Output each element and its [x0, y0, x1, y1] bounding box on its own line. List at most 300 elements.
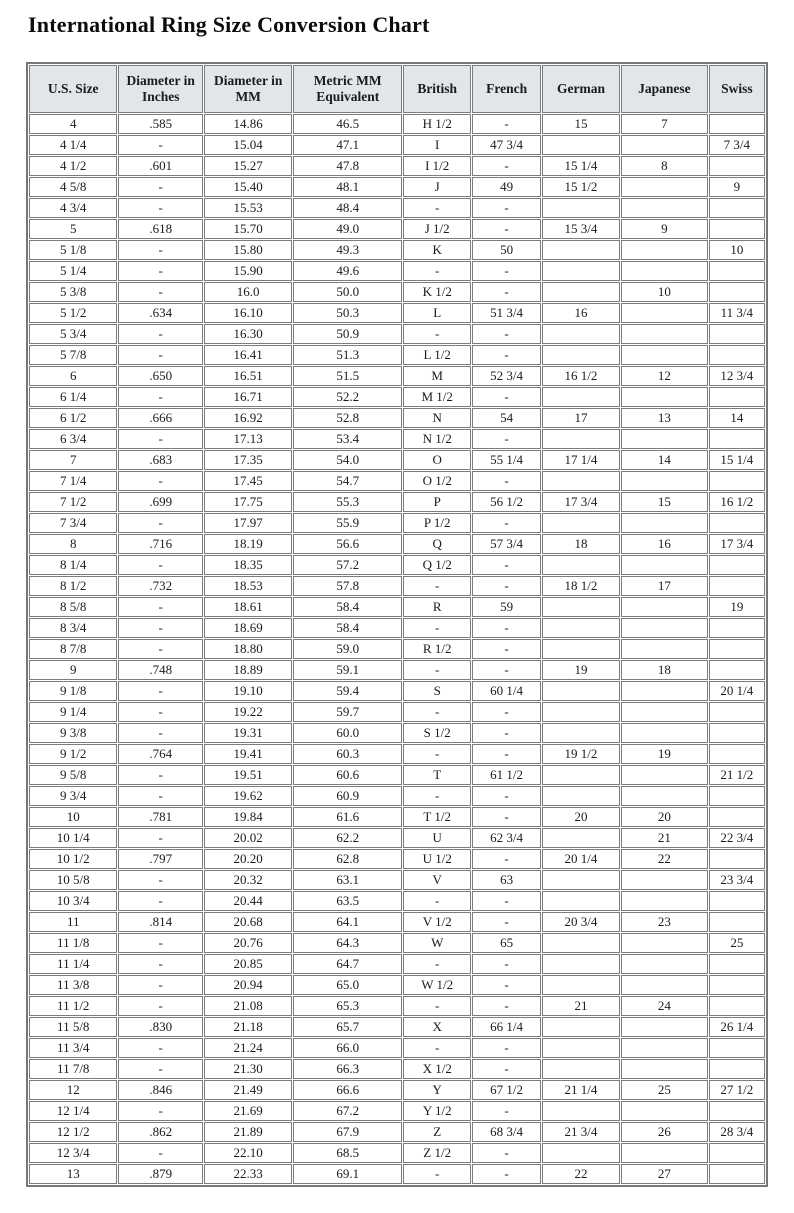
- table-cell: -: [118, 702, 202, 722]
- table-cell: 28 3/4: [709, 1122, 765, 1142]
- table-cell: 49.6: [293, 261, 402, 281]
- header-row: [29, 65, 765, 113]
- table-cell: [542, 723, 620, 743]
- table-cell: [709, 198, 765, 218]
- table-cell: 22.10: [204, 1143, 292, 1163]
- table-cell: 20 3/4: [542, 912, 620, 932]
- table-cell: -: [403, 702, 471, 722]
- table-cell: 7 3/4: [709, 135, 765, 155]
- table-cell: -: [403, 324, 471, 344]
- table-cell: .634: [118, 303, 202, 323]
- table-cell: [542, 324, 620, 344]
- table-cell: -: [118, 261, 202, 281]
- table-cell: P 1/2: [403, 513, 471, 533]
- table-cell: -: [118, 618, 202, 638]
- table-cell: 21 3/4: [542, 1122, 620, 1142]
- table-cell: [621, 618, 707, 638]
- table-cell: [542, 933, 620, 953]
- table-cell: W 1/2: [403, 975, 471, 995]
- table-cell: .585: [118, 114, 202, 134]
- table-cell: [621, 387, 707, 407]
- table-row: [29, 807, 765, 827]
- table-cell: -: [472, 282, 540, 302]
- table-cell: [542, 1038, 620, 1058]
- table-cell: -: [472, 261, 540, 281]
- table-cell: M 1/2: [403, 387, 471, 407]
- table-row: [29, 975, 765, 995]
- table-cell: [621, 597, 707, 617]
- table-cell: 15.70: [204, 219, 292, 239]
- table-cell: -: [472, 555, 540, 575]
- table-cell: 55.3: [293, 492, 402, 512]
- table-cell: -: [118, 597, 202, 617]
- table-cell: -: [403, 744, 471, 764]
- table-cell: -: [118, 240, 202, 260]
- table-cell: [542, 765, 620, 785]
- table-cell: 56.6: [293, 534, 402, 554]
- table-cell: [542, 387, 620, 407]
- table-cell: 66.6: [293, 1080, 402, 1100]
- table-cell: -: [118, 786, 202, 806]
- table-cell: 6: [29, 366, 117, 386]
- table-cell: 22: [621, 849, 707, 869]
- table-cell: S: [403, 681, 471, 701]
- table-header: [29, 65, 765, 113]
- table-cell: [621, 1038, 707, 1058]
- table-cell: .797: [118, 849, 202, 869]
- table-cell: 18 1/2: [542, 576, 620, 596]
- table-cell: 6 1/4: [29, 387, 117, 407]
- table-cell: [709, 891, 765, 911]
- table-cell: 51 3/4: [472, 303, 540, 323]
- table-cell: 16.0: [204, 282, 292, 302]
- table-cell: .699: [118, 492, 202, 512]
- table-cell: 53.4: [293, 429, 402, 449]
- table-cell: 50.9: [293, 324, 402, 344]
- table-cell: [542, 681, 620, 701]
- table-cell: 8: [29, 534, 117, 554]
- table-cell: -: [472, 1038, 540, 1058]
- table-cell: -: [118, 681, 202, 701]
- table-cell: 24: [621, 996, 707, 1016]
- table-cell: [621, 954, 707, 974]
- table-cell: 16: [542, 303, 620, 323]
- column-header-japanese: Japanese: [621, 65, 707, 113]
- table-cell: [709, 387, 765, 407]
- table-cell: 4 5/8: [29, 177, 117, 197]
- table-cell: J: [403, 177, 471, 197]
- table-cell: .601: [118, 156, 202, 176]
- table-cell: [709, 639, 765, 659]
- table-cell: 11 3/4: [29, 1038, 117, 1058]
- table-cell: -: [472, 618, 540, 638]
- table-cell: 60.9: [293, 786, 402, 806]
- table-cell: 22.33: [204, 1164, 292, 1184]
- table-cell: -: [472, 975, 540, 995]
- table-row: [29, 303, 765, 323]
- table-cell: 19.51: [204, 765, 292, 785]
- table-cell: I: [403, 135, 471, 155]
- table-cell: 10: [29, 807, 117, 827]
- table-row: [29, 786, 765, 806]
- table-cell: 7 1/2: [29, 492, 117, 512]
- table-cell: 20.85: [204, 954, 292, 974]
- table-cell: [542, 513, 620, 533]
- table-cell: -: [118, 1101, 202, 1121]
- table-cell: 59.7: [293, 702, 402, 722]
- table-cell: -: [118, 975, 202, 995]
- table-cell: 11 1/2: [29, 996, 117, 1016]
- table-cell: [542, 345, 620, 365]
- table-cell: -: [472, 744, 540, 764]
- table-row: [29, 1038, 765, 1058]
- table-cell: 22: [542, 1164, 620, 1184]
- table-cell: 16.92: [204, 408, 292, 428]
- table-cell: 25: [621, 1080, 707, 1100]
- table-cell: 47 3/4: [472, 135, 540, 155]
- table-row: [29, 1143, 765, 1163]
- table-cell: O 1/2: [403, 471, 471, 491]
- table-cell: 15.27: [204, 156, 292, 176]
- table-cell: 25: [709, 933, 765, 953]
- table-row: [29, 261, 765, 281]
- table-cell: 57.8: [293, 576, 402, 596]
- table-cell: 20.20: [204, 849, 292, 869]
- table-cell: -: [472, 1059, 540, 1079]
- table-cell: 20.76: [204, 933, 292, 953]
- table-cell: 16.41: [204, 345, 292, 365]
- table-cell: 18.69: [204, 618, 292, 638]
- table-cell: -: [472, 114, 540, 134]
- table-cell: R 1/2: [403, 639, 471, 659]
- table-cell: 21.89: [204, 1122, 292, 1142]
- table-cell: 8 1/2: [29, 576, 117, 596]
- table-cell: .862: [118, 1122, 202, 1142]
- table-cell: -: [472, 786, 540, 806]
- table-cell: .666: [118, 408, 202, 428]
- table-cell: 21.08: [204, 996, 292, 1016]
- table-cell: X: [403, 1017, 471, 1037]
- table-cell: 15.04: [204, 135, 292, 155]
- table-row: [29, 723, 765, 743]
- table-cell: 5 3/8: [29, 282, 117, 302]
- table-cell: 55 1/4: [472, 450, 540, 470]
- table-cell: 60.0: [293, 723, 402, 743]
- table-cell: -: [118, 471, 202, 491]
- table-cell: -: [472, 576, 540, 596]
- table-cell: 18.80: [204, 639, 292, 659]
- table-cell: -: [118, 1143, 202, 1163]
- table-cell: .781: [118, 807, 202, 827]
- table-cell: 20 1/4: [709, 681, 765, 701]
- table-cell: -: [472, 513, 540, 533]
- table-cell: 57 3/4: [472, 534, 540, 554]
- table-cell: [709, 660, 765, 680]
- table-row: [29, 471, 765, 491]
- table-cell: 11 1/8: [29, 933, 117, 953]
- table-cell: Z 1/2: [403, 1143, 471, 1163]
- table-cell: 15.90: [204, 261, 292, 281]
- table-cell: -: [118, 954, 202, 974]
- table-cell: -: [472, 429, 540, 449]
- table-cell: 17.45: [204, 471, 292, 491]
- table-cell: 19: [542, 660, 620, 680]
- table-cell: 11 3/4: [709, 303, 765, 323]
- table-cell: [621, 681, 707, 701]
- table-cell: .814: [118, 912, 202, 932]
- table-cell: [709, 114, 765, 134]
- table-cell: 61 1/2: [472, 765, 540, 785]
- table-cell: [709, 912, 765, 932]
- table-cell: 21: [542, 996, 620, 1016]
- table-cell: -: [118, 198, 202, 218]
- table-cell: -: [118, 639, 202, 659]
- table-cell: 60.3: [293, 744, 402, 764]
- table-cell: Q: [403, 534, 471, 554]
- table-cell: 59.1: [293, 660, 402, 680]
- table-cell: -: [118, 513, 202, 533]
- table-cell: 19.41: [204, 744, 292, 764]
- table-cell: 64.1: [293, 912, 402, 932]
- table-cell: -: [118, 996, 202, 1016]
- table-cell: [709, 345, 765, 365]
- table-cell: 18.53: [204, 576, 292, 596]
- table-cell: 19.22: [204, 702, 292, 722]
- table-cell: [542, 1059, 620, 1079]
- table-cell: -: [472, 702, 540, 722]
- table-cell: 21 1/2: [709, 765, 765, 785]
- table-cell: 8 1/4: [29, 555, 117, 575]
- table-cell: 19.31: [204, 723, 292, 743]
- table-cell: 10 1/4: [29, 828, 117, 848]
- table-cell: [621, 555, 707, 575]
- table-cell: 15 1/4: [709, 450, 765, 470]
- table-cell: 5: [29, 219, 117, 239]
- table-cell: 65: [472, 933, 540, 953]
- table-cell: 17.35: [204, 450, 292, 470]
- table-cell: [542, 828, 620, 848]
- table-row: [29, 849, 765, 869]
- table-cell: 12 1/2: [29, 1122, 117, 1142]
- table-cell: .683: [118, 450, 202, 470]
- table-cell: -: [472, 324, 540, 344]
- ring-size-table-body: [29, 114, 765, 1184]
- table-cell: -: [472, 219, 540, 239]
- table-cell: 66 1/4: [472, 1017, 540, 1037]
- table-cell: 66.3: [293, 1059, 402, 1079]
- table-cell: 51.3: [293, 345, 402, 365]
- table-row: [29, 366, 765, 386]
- table-cell: 18.61: [204, 597, 292, 617]
- table-cell: -: [472, 723, 540, 743]
- table-row: [29, 492, 765, 512]
- column-header-diameter-inches: Diameter in Inches: [118, 65, 202, 113]
- table-cell: [542, 954, 620, 974]
- table-cell: -: [118, 828, 202, 848]
- table-cell: 19 1/2: [542, 744, 620, 764]
- table-row: [29, 135, 765, 155]
- table-cell: 16 1/2: [709, 492, 765, 512]
- table-cell: 52.2: [293, 387, 402, 407]
- table-cell: 50: [472, 240, 540, 260]
- table-cell: 69.1: [293, 1164, 402, 1184]
- table-row: [29, 1101, 765, 1121]
- table-cell: [709, 786, 765, 806]
- table-cell: 6 3/4: [29, 429, 117, 449]
- table-cell: 18: [621, 660, 707, 680]
- table-cell: 18: [542, 534, 620, 554]
- table-cell: 18.19: [204, 534, 292, 554]
- table-cell: 5 7/8: [29, 345, 117, 365]
- table-cell: [709, 324, 765, 344]
- table-cell: 59: [472, 597, 540, 617]
- table-cell: 16.10: [204, 303, 292, 323]
- table-cell: -: [403, 576, 471, 596]
- table-cell: [621, 1017, 707, 1037]
- table-cell: [709, 429, 765, 449]
- table-cell: 58.4: [293, 618, 402, 638]
- table-cell: 65.3: [293, 996, 402, 1016]
- table-cell: 5 1/8: [29, 240, 117, 260]
- table-cell: -: [118, 324, 202, 344]
- table-cell: 5 1/2: [29, 303, 117, 323]
- table-cell: [709, 744, 765, 764]
- table-cell: 11 1/4: [29, 954, 117, 974]
- table-cell: [621, 177, 707, 197]
- table-cell: 50.0: [293, 282, 402, 302]
- table-cell: 63.1: [293, 870, 402, 890]
- table-cell: [542, 786, 620, 806]
- table-cell: 6 1/2: [29, 408, 117, 428]
- table-cell: [709, 702, 765, 722]
- table-cell: Y: [403, 1080, 471, 1100]
- table-cell: J 1/2: [403, 219, 471, 239]
- table-cell: 20 1/4: [542, 849, 620, 869]
- table-cell: 26: [621, 1122, 707, 1142]
- table-cell: U: [403, 828, 471, 848]
- table-cell: 16: [621, 534, 707, 554]
- table-cell: 9: [621, 219, 707, 239]
- table-row: [29, 114, 765, 134]
- table-cell: 12 3/4: [709, 366, 765, 386]
- table-cell: .764: [118, 744, 202, 764]
- table-cell: -: [118, 282, 202, 302]
- table-cell: [621, 1143, 707, 1163]
- table-cell: 10 3/4: [29, 891, 117, 911]
- table-cell: 59.0: [293, 639, 402, 659]
- table-cell: [709, 723, 765, 743]
- table-row: [29, 156, 765, 176]
- table-cell: [709, 219, 765, 239]
- table-cell: 15.40: [204, 177, 292, 197]
- table-cell: [542, 870, 620, 890]
- table-cell: 21: [621, 828, 707, 848]
- table-row: [29, 429, 765, 449]
- table-cell: [621, 891, 707, 911]
- table-cell: Q 1/2: [403, 555, 471, 575]
- table-cell: 18.35: [204, 555, 292, 575]
- table-cell: 11 7/8: [29, 1059, 117, 1079]
- table-cell: 67.2: [293, 1101, 402, 1121]
- table-cell: 20.94: [204, 975, 292, 995]
- table-cell: 62 3/4: [472, 828, 540, 848]
- table-cell: 14: [621, 450, 707, 470]
- table-cell: -: [118, 345, 202, 365]
- table-cell: [621, 471, 707, 491]
- table-row: [29, 177, 765, 197]
- table-cell: -: [118, 723, 202, 743]
- table-cell: 21.30: [204, 1059, 292, 1079]
- table-cell: T 1/2: [403, 807, 471, 827]
- table-cell: [621, 1101, 707, 1121]
- table-row: [29, 1059, 765, 1079]
- table-cell: [542, 975, 620, 995]
- table-cell: 63: [472, 870, 540, 890]
- table-cell: [709, 618, 765, 638]
- table-cell: [621, 975, 707, 995]
- table-cell: 12 1/4: [29, 1101, 117, 1121]
- table-cell: 23 3/4: [709, 870, 765, 890]
- table-cell: 59.4: [293, 681, 402, 701]
- table-row: [29, 912, 765, 932]
- table-cell: .618: [118, 219, 202, 239]
- table-cell: 15.80: [204, 240, 292, 260]
- table-cell: [542, 198, 620, 218]
- table-row: [29, 555, 765, 575]
- table-cell: [709, 282, 765, 302]
- table-cell: -: [403, 618, 471, 638]
- column-header-metric-mm: Metric MM Equivalent: [293, 65, 402, 113]
- table-cell: [709, 849, 765, 869]
- table-cell: X 1/2: [403, 1059, 471, 1079]
- table-cell: 17 1/4: [542, 450, 620, 470]
- table-cell: 19.10: [204, 681, 292, 701]
- table-cell: 58.4: [293, 597, 402, 617]
- table-cell: 21.18: [204, 1017, 292, 1037]
- table-cell: -: [118, 429, 202, 449]
- table-cell: .846: [118, 1080, 202, 1100]
- table-cell: 63.5: [293, 891, 402, 911]
- table-cell: [621, 198, 707, 218]
- table-cell: -: [472, 639, 540, 659]
- table-cell: 19: [709, 597, 765, 617]
- table-cell: -: [472, 1143, 540, 1163]
- table-cell: 19.62: [204, 786, 292, 806]
- table-cell: -: [403, 1164, 471, 1184]
- table-row: [29, 408, 765, 428]
- table-cell: 47.1: [293, 135, 402, 155]
- table-row: [29, 387, 765, 407]
- table-row: [29, 282, 765, 302]
- table-cell: [621, 723, 707, 743]
- table-cell: 19: [621, 744, 707, 764]
- table-row: [29, 324, 765, 344]
- table-cell: 23: [621, 912, 707, 932]
- table-cell: -: [472, 849, 540, 869]
- table-cell: 54: [472, 408, 540, 428]
- table-cell: 20.32: [204, 870, 292, 890]
- table-cell: -: [472, 471, 540, 491]
- table-cell: [709, 1143, 765, 1163]
- table-cell: 11: [29, 912, 117, 932]
- table-cell: [709, 954, 765, 974]
- table-cell: 20.02: [204, 828, 292, 848]
- table-cell: 4: [29, 114, 117, 134]
- table-cell: 9 1/8: [29, 681, 117, 701]
- table-cell: 5 1/4: [29, 261, 117, 281]
- table-cell: [542, 471, 620, 491]
- table-cell: 16.71: [204, 387, 292, 407]
